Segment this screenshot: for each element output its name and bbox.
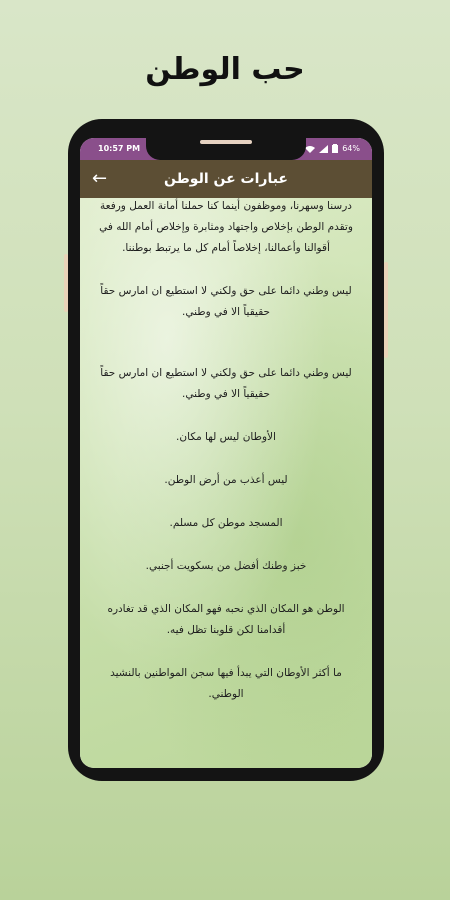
phone-side-button	[384, 262, 388, 358]
phone-speaker	[200, 140, 252, 144]
quote-item: ليس أعذب من أرض الوطن.	[164, 474, 288, 486]
phone-side-button	[64, 254, 68, 312]
quote-item: الأوطان ليس لها مكان.	[176, 431, 276, 443]
battery-percent: 64%	[342, 144, 360, 153]
quote-item: ليس وطني دائما على حق ولكني لا استطيع ان امارس حقاً حقيقياً الا في وطني.	[100, 367, 352, 400]
quote-list	[80, 198, 372, 705]
wifi-icon	[305, 145, 315, 153]
app-bar-title: عبارات عن الوطن	[164, 171, 288, 187]
quote-item: خبز وطنك أفضل من بسكويت أجنبي.	[145, 560, 307, 572]
back-arrow-icon[interactable]: ←	[92, 168, 108, 189]
battery-icon	[332, 144, 338, 153]
quote-item: ليس وطني دائما على حق ولكني لا استطيع ان امارس حقاً حقيقياً الا في وطني.	[100, 285, 352, 318]
status-icons	[305, 144, 360, 153]
quote-item: درسنا وسهرنا، وموظفون أينما كنا حملنا أمانة العمل ورفعة وتقدم الوطن بإخلاص واجتهاد ومثابرة وإخلاص أمام الله في أقوالنا وأعمالنا، إخلاصاً أمام كل ما يرتبط بوطننا.	[99, 200, 353, 254]
phone-screen	[80, 138, 372, 768]
signal-icon	[319, 145, 328, 153]
status-time: 10:57 PM	[98, 144, 141, 153]
quote-item: المسجد موطن كل مسلم.	[169, 517, 283, 529]
quote-item: الوطن هو المكان الذي نحبه فهو المكان الذي قد تغادره أقدامنا لكن قلوبنا تظل فيه.	[107, 603, 345, 636]
quote-item: ما أكثر الأوطان التي يبدأ فيها سجن المواطنين بالنشيد الوطني.	[110, 667, 342, 700]
promo-title: حب الوطن	[145, 52, 305, 87]
quotes-content[interactable]	[80, 198, 372, 768]
app-bar	[80, 160, 372, 198]
